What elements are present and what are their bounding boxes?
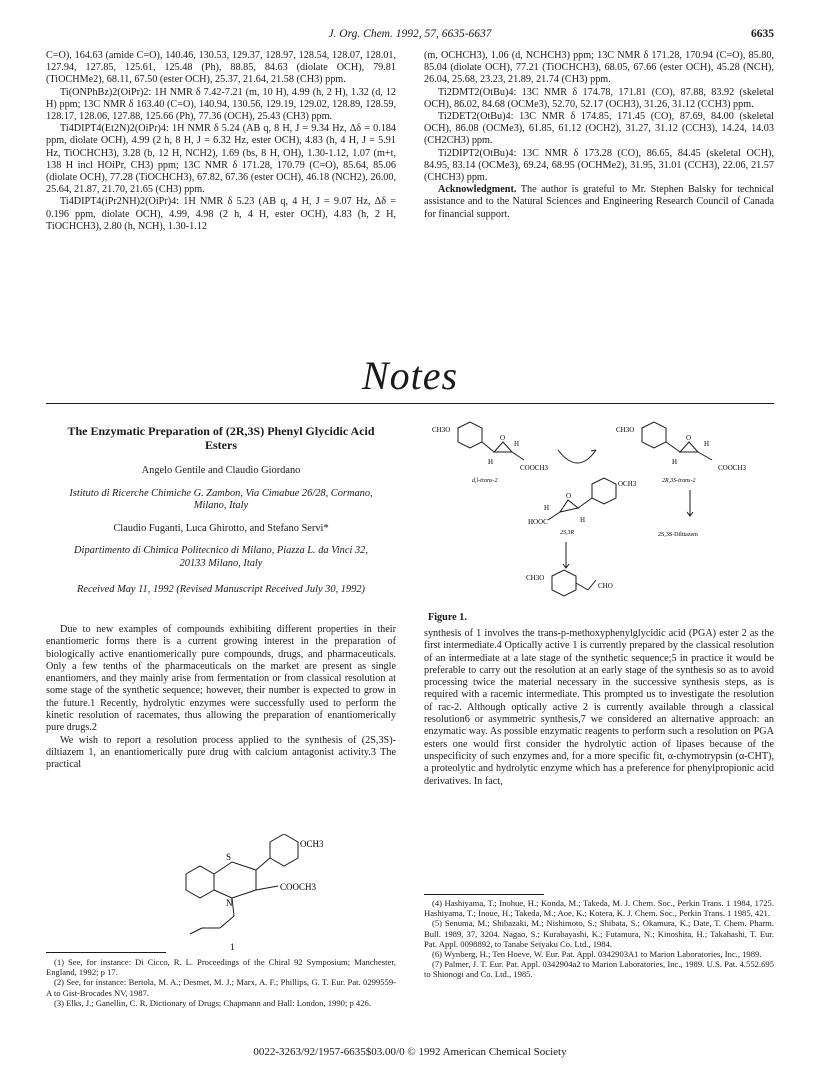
nmr-paragraph: Ti2DIPT2(OtBu)4: 13C NMR δ 173.28 (CO), 86.65, 84.45 (skeletal OCH), 84.95, 83.14 (OCMe3), 69.24, 68.95 (OCHMe2), 31.95, 31.01 (CCH3), 22.06, 21.57 (CHCH3) ppm. <box>424 147 774 184</box>
figure-1-scheme <box>428 420 778 612</box>
oxygen-label: O <box>566 492 572 500</box>
oxygen-label: O <box>686 434 692 442</box>
hydrogen-label: H <box>488 458 494 466</box>
sulfur-label: S <box>226 852 232 862</box>
nmr-paragraph: Ti4DIPT4(iPr2NH)2(OiPr)4: 1H NMR δ 5.23 (AB q, 4 H, J = 9.07 Hz, Δδ = 0.196 ppm, diolate OCH), 4.99, 4.98 (2 h, 4 H, ester OCH), 4.83 (h, 2 H, TiOCHCH3), 2.80 (h, NCH), 1.30-1.12 <box>46 196 396 232</box>
methoxyphenyl-ring <box>270 834 298 866</box>
top-left-column <box>46 50 396 233</box>
affiliation: Dipartimento di Chimica Politecnico di Milano, Piazza L. da Vinci 32, 20133 Milano, Italy <box>74 545 368 569</box>
aryl-ring <box>642 422 666 448</box>
page-footer: 0022-3263/92/1957-6635$03.00/0 © 1992 American Chemical Society <box>253 1046 567 1058</box>
ester-label: COOCH3 <box>718 464 747 472</box>
footnote: (6) Wynberg, H.; Ten Hoeve, W. Eur. Pat. Appl. 0342903A1 to Marion Laboratories, Inc., 1989. <box>432 949 762 960</box>
hydrogen-label: H <box>514 440 520 448</box>
received-date: Received May 11, 1992 (Revised Manuscript Received July 30, 1992) <box>76 583 366 595</box>
enantiomer-label: 2R,3S-trans-2 <box>662 478 696 484</box>
hydrogen-label: H <box>704 440 710 448</box>
diltiazem-structure <box>160 834 360 952</box>
body-paragraph: synthesis of 1 involves the trans-p-methoxyphenylglycidic acid (PGA) ester 2 as the first intermediate.4 Optically active 1 is currently prepared by the classical resolution of an intermediate at a late stage of the synthetic sequence;5 in practice it would be preferable to carry out the resolution at an early stage of the synthesis so as to avoid processing twice the material necessary in the successive synthesis steps, as is required with a racemic intermediate. This prompted us to investigate the resolution of rac-2. Although optically active 2 is currently available through a classical resolution6 or asymmetric synthesis,7 we considered an alternative approach: an enzymatic way. As possible enzymatic reagents to perform such a resolution on PGA esters one would first consider the hydrolytic action of lipases because of the unspecificity of such enzymes and, for a more specific fit, α-chymotrypsin (α-CHT), a proteolytic and hydrolytic enzyme which has a preference for phenylpropionic acid derivatives. In fact, <box>424 628 774 787</box>
nmr-paragraph: Ti4DIPT4(Et2N)2(OiPr)4: 1H NMR δ 5.24 (AB q, 8 H, J = 9.34 Hz, Δδ = 0.184 ppm, diolate OCH), 4.99 (2 h, 8 H, J = 6.32 Hz, ester OCH), 4.83 (h, 4 H, J = 5.91 Hz, TiOCHCH3), 3.28 (b, 12 H, NCH2), 1.69 (bs, 8 H, OH), 1.30-1.12, 1.07 (m+t, 138 H incl HOiPr, CH3) ppm; 13C NMR δ 171.28, 170.79 (C=O), 85.64, 85.06 (diolate OCH), 77.28 (TiOCHCH3), 67.82, 67.36 (ester OCH), 46.18 (NCH2), 26.00, 25.64, 21.87, 21.70, 21.65 (CH3) ppm. <box>46 123 396 196</box>
methoxy-label: CH3O <box>526 574 545 582</box>
hydrogen-label: H <box>580 516 586 524</box>
benzene-ring <box>186 866 214 898</box>
footnote: (3) Elks, J.; Ganellin, C. R. Dictionary of Drugs; Chapmann and Hall: London, 1990; p 426. <box>54 997 371 1008</box>
footnote: (4) Hashiyama, T.; Inohue, H.; Konda, M.; Takeda, M. J. Chem. Soc., Perkin Trans. 1 1984, 1725. Hashiyama, T.; Inoue, H.; Takeda, M.; Aoe, K.; Kotera, K. J. Chem. Soc., Perkin Trans. 1 1985, 421. <box>424 898 774 919</box>
hydrogen-label: H <box>672 458 678 466</box>
methoxy-label: CH3O <box>616 426 635 434</box>
cooch3-label: COOCH3 <box>280 882 317 892</box>
compound-number: 1 <box>230 942 235 952</box>
acknowledgment-text: The author is grateful to Mr. Stephen Balsky for technical assistance and to the Natural Sciences and Engineering Research Council of Canada for financial support. <box>424 184 774 220</box>
footnote-rule <box>46 952 166 953</box>
body-paragraph: Due to new examples of compounds exhibiting different properties in their enantiomeric forms there is a current growing interest in the preparation of biologically active enantiomerically pure compounds, drugs, and pharmaceuticals. Only a few tenths of the pharmaceuticals on the market are present as single enantiomers, and they mainly arise from fermentation or from classical resolution at some stage of the synthetic sequence; however, their number is expected to grow in the future.1 Recently, hydrolytic enzymes were successfully used to perform the kinetic resolution of racemates, thus allowing the preparation of enantiomerically pure drugs.2 <box>46 624 396 734</box>
aldehyde-label: CHO <box>598 582 613 590</box>
section-title: Notes <box>361 353 459 398</box>
nmr-paragraph: Ti2DET2(OtBu)4: 13C NMR δ 174.85, 171.45 (CO), 87.69, 84.00 (skeletal OCH), 86.08 (OCMe3), 61.85, 61.12 (OCH2), 31.27, 31.12 (CCH3), 14.24, 14.03 (CH2CH3) ppm. <box>424 111 774 147</box>
footnote: (1) See, for instance: Di Cicco, R. L. Proceedings of the Chiral 92 Symposium; Manchester, England, 1992; p 17. <box>46 957 396 978</box>
nmr-paragraph: (m, OCHCH3), 1.06 (d, NCHCH3) ppm; 13C NMR δ 171.28, 170.94 (C=O), 85.80, 85.04 (diolate OCH), 77.21 (TiOCHCH3), 68.05, 67.66 (ester OCH), 45.28 (NCH), 26.04, 25.68, 23.23, 21.89, 21.74 (CH3) ppm. <box>424 50 774 86</box>
epoxide-ring <box>680 442 698 452</box>
affiliation: Istituto di Ricerche Chimiche G. Zambon, Via Cimabue 26/28, Cormano, Milano, Italy <box>69 487 373 512</box>
authors: Angelo Gentile and Claudio Giordano <box>141 465 301 476</box>
footnotes-left <box>46 957 396 1008</box>
aryl-ring <box>592 478 616 504</box>
och3-label: OCH3 <box>300 839 324 849</box>
nitrogen-label: N <box>226 898 233 908</box>
authors: Claudio Fuganti, Luca Ghirotto, and Stefano Servi* <box>113 522 329 534</box>
body-right-column <box>424 628 774 788</box>
nmr-paragraph: Ti(ONPhBz)2(OiPr)2: 1H NMR δ 7.42-7.21 (m, 10 H), 4.99 (h, 2 H), 1.32 (d, 12 H) ppm; 13C NMR δ 163.40 (C=O), 140.94, 130.56, 129.19, 129.02, 128.89, 128.59, 128.17, 128.06, 127.88, 125.66 (Ph), 77.36 (OCH), 25.43 (CH3) ppm. <box>46 86 396 123</box>
acid-stereo-label: 2S,3R <box>560 530 575 536</box>
nmr-paragraph: Ti2DMT2(OtBu)4: 13C NMR δ 174.78, 171.81 (CO), 87.88, 83.92 (skeletal OCH), 86.02, 84.68 (OCMe3), 52.70, 52.17 (OCH3), 31.26, 31.12 (CCH3) ppm. <box>424 86 774 110</box>
acknowledgment-label: Acknowledgment. <box>438 184 517 196</box>
methoxy-label: OCH3 <box>618 480 637 488</box>
acknowledgment <box>424 184 774 221</box>
footnote: (2) See, for instance: Bertola, M. A.; Desmet, M. J.; Marx, A. F.; Phillips, G. T. Eur. Pat. 0299559-A to Gist-Brocades NV, 1987. <box>46 977 396 998</box>
footnote: (5) Senuma, M.; Shibazaki, M.; Nishimoto, S.; Shibata, S.; Okamura, K.; Date, T. Chem. Pharm. Bull. 1989, 37, 3204. Nagao, S.; Kurabayashi, K.; Futamura, N.; Kinoshita, H.; Takahashi, T. Eur. Pat. Appl. 0098892, to Tanabe Seiyaku Co. Ltd., 1984. <box>424 918 774 949</box>
racemate-label: d,l-trans-2 <box>472 478 498 484</box>
methoxy-label: CH3O <box>432 426 451 434</box>
epoxide-ring <box>494 442 512 452</box>
body-paragraph: We wish to report a resolution process applied to the synthesis of (2S,3S)-diltiazem 1, an enantiomerically pure drug with calcium antagonist activity.3 The practical <box>46 734 396 771</box>
oxygen-label: O <box>500 434 506 442</box>
acid-label: HOOC <box>528 518 548 526</box>
epoxide-ring <box>560 500 578 512</box>
section-rule <box>46 403 774 404</box>
footnote: (7) Palmer, J. T. Eur. Pat. Appl. 0342904a2 to Marion Laboratories, Inc., 1989. U.S. Pat. 4.552.695 to Shionogi and Co. Ltd., 1985. <box>424 959 774 980</box>
ester-label: COOCH3 <box>520 464 549 472</box>
figure-caption: Figure 1. <box>428 612 467 623</box>
article-title: The Enzymatic Preparation of (2R,3S) Phenyl Glycidic Acid Esters <box>67 424 375 452</box>
page-number: 6635 <box>751 28 774 40</box>
footnotes-right <box>424 898 774 980</box>
thiazepine-ring <box>214 862 256 898</box>
top-right-column <box>424 50 774 221</box>
aryl-ring <box>552 570 576 596</box>
reaction-arrow <box>558 450 596 463</box>
aryl-ring <box>458 422 482 448</box>
running-head: J. Org. Chem. 1992, 57, 6635-6637 <box>328 28 492 40</box>
footnote-rule <box>424 894 544 895</box>
diltiazem-label: 2S,3S-Diltiazem <box>658 532 698 538</box>
nmr-paragraph: C=O), 164.63 (amide C=O), 140.46, 130.53, 129.37, 128.97, 128.54, 128.07, 128.01, 127.94, 127.85, 125.61, 125.48 (Ph), 88.85, 84.63 (diolate OCH), 79.81 (TiOCHMe2), 68.11, 67.50 (ester OCH), 25.37, 21.64, 21.58 (CH3) ppm. <box>46 50 396 86</box>
hydrogen-label: H <box>544 504 550 512</box>
body-left-column <box>46 624 396 772</box>
article-header <box>60 424 382 596</box>
